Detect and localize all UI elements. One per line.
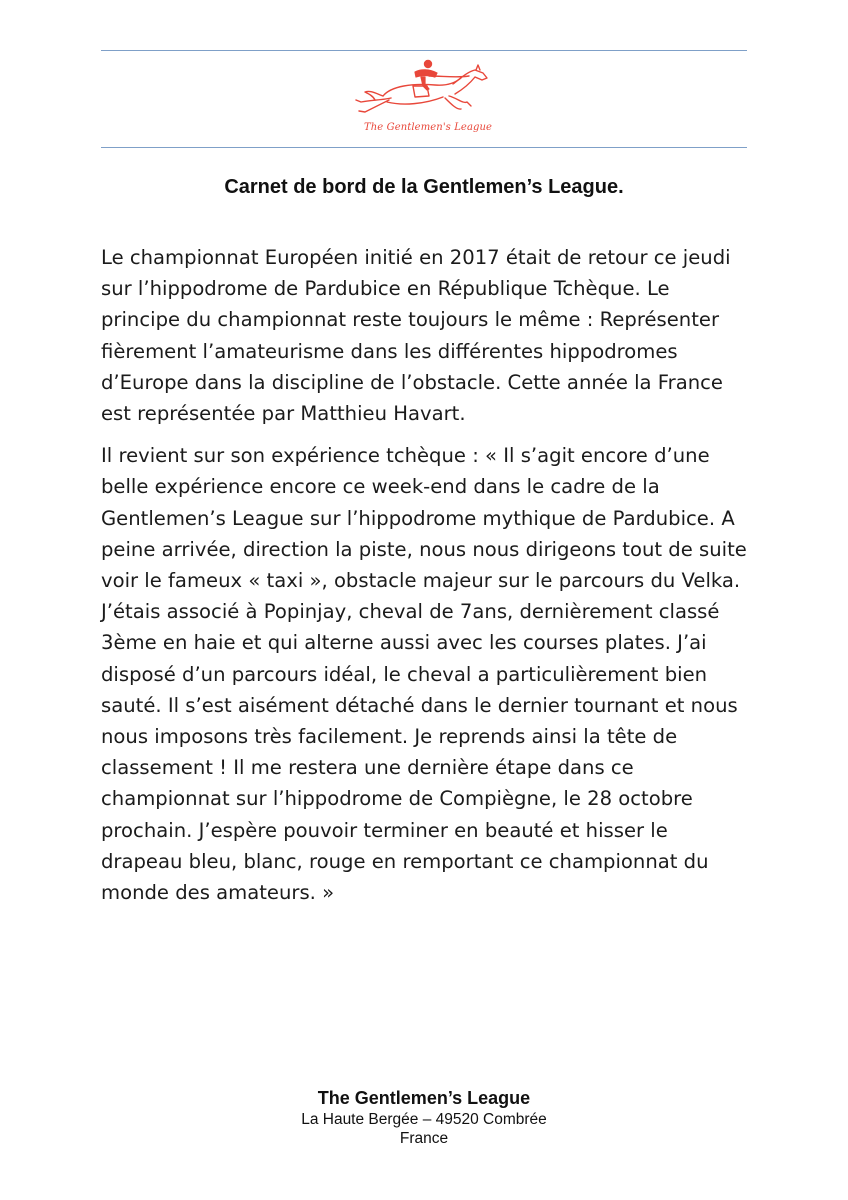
league-logo <box>343 56 495 142</box>
footer <box>0 1086 848 1148</box>
header-bottom-rule <box>101 147 747 148</box>
jumping-horse-rider-icon <box>343 56 495 122</box>
header-top-rule <box>101 50 747 51</box>
article-body <box>101 242 751 908</box>
page-title: Carnet de bord de la Gentlemen’s League. <box>224 176 624 198</box>
article-paragraph-2: Il revient sur son expérience tchèque : « Il s’agit encore d’une belle expérience encore ce week-end dans le cadre de la Gentlemen’s League sur l’hippodrome mythique de Pardubice. A peine arrivée, direction la piste, nous nous dirigeons tout de suite voir le fameux « taxi », obstacle majeur sur le parcours du Velka. J’étais associé à Popinjay, cheval de 7ans, dernièrement classé 3ème en haie et qui alterne aussi avec les courses plates. J’ai disposé d’un parcours idéal, le cheval a particulièrement bien sauté. Il s’est aisément détaché dans le dernier tournant et nous nous imposons très facilement. Je reprends ainsi la tête de classement ! Il me restera une dernière étape dans ce championnat sur l’hippodrome de Compiègne, le 28 octobre prochain. J’espère pouvoir terminer en beauté et hisser le drapeau bleu, blanc, rouge en remportant ce championnat du monde des amateurs. » <box>101 444 747 905</box>
footer-country: France <box>399 1130 449 1147</box>
logo-wordmark: The Gentlemen's League <box>364 122 493 133</box>
article-paragraph-1: Le championnat Européen initié en 2017 était de retour ce jeudi sur l’hippodrome de Pardubice en République Tchèque. Le principe du championnat reste toujours le même : Représenter fièrement l’amateurisme dans les différentes hippodromes d’Europe dans la discipline de l’obstacle. Cette année la France est représentée par Matthieu Havart. <box>101 246 731 426</box>
footer-organization-name: The Gentlemen’s League <box>317 1088 531 1108</box>
footer-address: La Haute Bergée – 49520 Combrée <box>301 1111 547 1128</box>
